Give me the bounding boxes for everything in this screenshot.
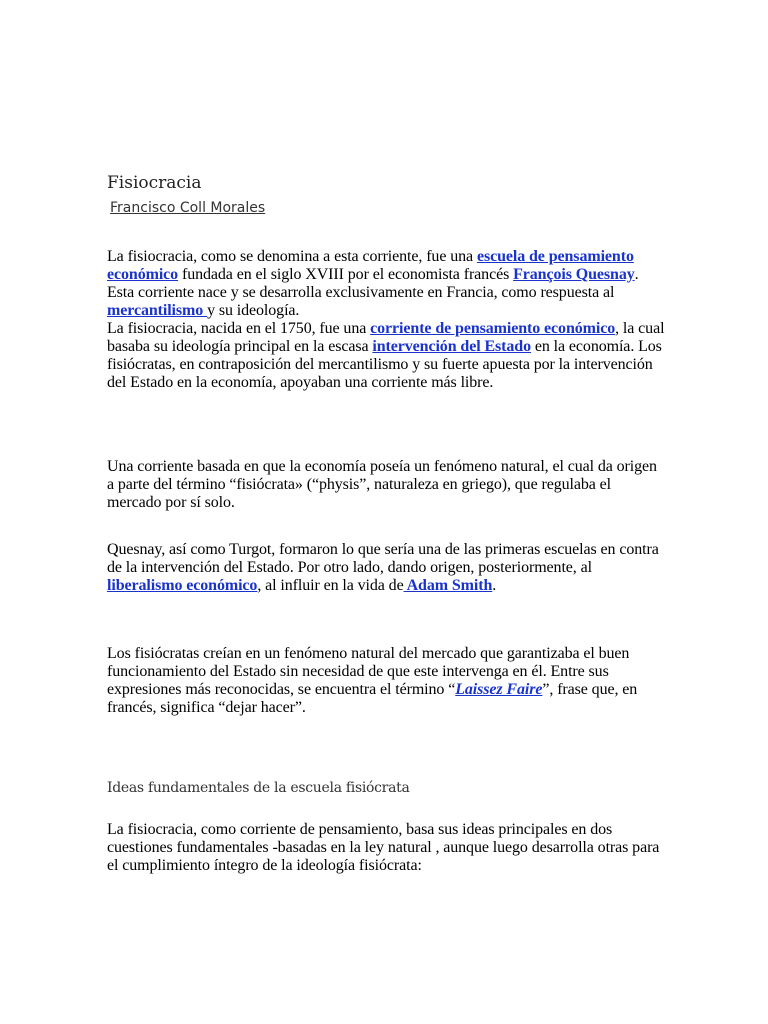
paragraph-ideas: La fisiocracia, como corriente de pensamiento, basa sus ideas principales en dos cuestiones fundamentales -basadas en la ley natural , aunque luego desarrolla otras para el cumplimiento íntegro de la ideología fisiócrata: — [107, 821, 660, 874]
document-title: Fisiocracia — [107, 173, 202, 193]
text-span: La fisiocracia, como se denomina a esta corriente, fue una — [107, 248, 477, 265]
link-adam-smith[interactable]: Adam Smith — [403, 577, 493, 594]
text-span: . Esta corriente nace y se desarrolla exclusivamente en Francia, como respuesta al — [107, 266, 639, 301]
text-span: Los fisiócratas creían en un fenómeno natural del mercado que garantizaba el buen funcionamiento del Estado sin necesidad de que este intervenga en él. Entre sus expresiones más reconocidas, se encuentra el término “ — [107, 645, 630, 698]
link-corriente-pensamiento[interactable]: corriente de pensamiento económico — [370, 320, 616, 337]
paragraph-intro — [107, 248, 667, 392]
text-span: , al influir en la vida de — [257, 577, 404, 594]
text-span: Quesnay, así como Turgot, formaron lo que sería una de las primeras escuelas en contra de la intervención del Estado. Por otro lado, dando origen, posteriormente, al — [107, 541, 659, 576]
text-span: ”, frase que, en francés, significa “dejar hacer”. — [107, 681, 638, 716]
text-span: , la cual basaba su ideología principal en la escasa — [107, 320, 665, 355]
link-intervencion-estado[interactable]: intervención del Estado — [372, 338, 531, 355]
author-link[interactable]: Francisco Coll Morales — [110, 200, 266, 216]
text-span: fundada en el siglo XVIII por el economista francés — [178, 266, 514, 283]
link-laissez-faire[interactable]: Laissez Faire — [455, 681, 543, 698]
text-span: y su ideología. — [207, 302, 300, 319]
paragraph-laissez-faire — [107, 645, 667, 717]
link-escuela-pensamiento[interactable]: escuela de pensamiento económico — [107, 248, 634, 283]
text-span: . — [492, 577, 497, 594]
link-liberalismo[interactable]: liberalismo económico — [107, 577, 258, 594]
link-quesnay[interactable]: François Quesnay — [513, 266, 635, 283]
paragraph-quesnay-turgot — [107, 541, 667, 595]
link-mercantilismo[interactable]: mercantilismo — [107, 302, 208, 319]
text-span: en la economía. Los fisiócratas, en contraposición del mercantilismo y su fuerte apuesta por la intervención del Estado en la economía, apoyaban una corriente más libre. — [107, 338, 662, 391]
paragraph-physis: Una corriente basada en que la economía poseía un fenómeno natural, el cual da origen a parte del término “fisiócrata» (“physis”, naturaleza en griego), que regulaba el mercado por sí solo. — [107, 458, 657, 511]
section-heading: Ideas fundamentales de la escuela fisiócrata — [107, 780, 410, 796]
text-span: La fisiocracia, nacida en el 1750, fue una — [107, 320, 371, 337]
